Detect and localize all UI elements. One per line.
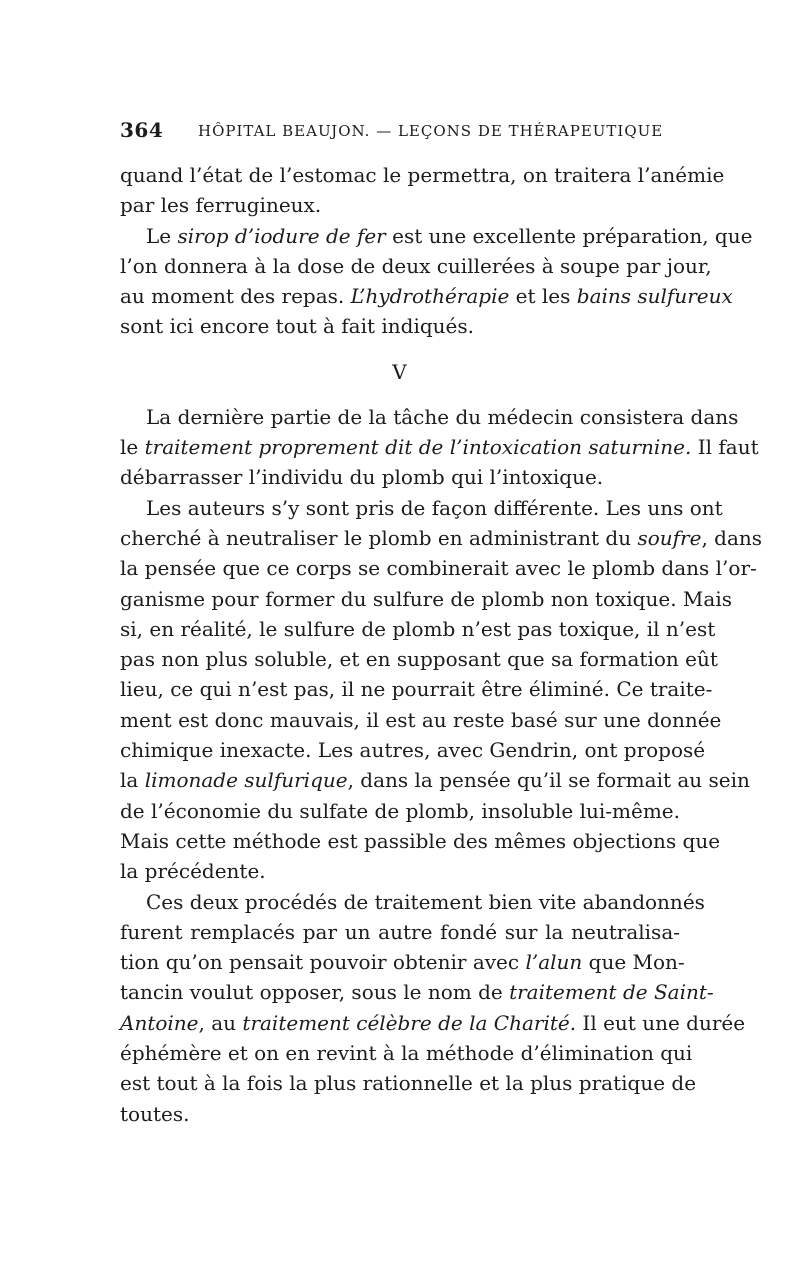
- text-line: la précédente.: [120, 859, 266, 884]
- text-line: au moment des repas. L’hydrothérapie et les bains sulfureux: [120, 284, 733, 309]
- text-line: lieu, ce qui n’est pas, il ne pourrait être éliminé. Ce traite-: [120, 677, 713, 702]
- italic-term: sirop d’iodure de fer: [177, 223, 386, 248]
- text-line: éphémère et on en revint à la méthode d’élimination qui: [120, 1041, 693, 1066]
- text-line: le traitement proprement dit de l’intoxication saturnine. Il faut: [120, 435, 759, 460]
- text-line: si, en réalité, le sulfure de plomb n’est pas toxique, il n’est: [120, 616, 716, 641]
- italic-term: soufre: [637, 525, 702, 550]
- text-line: débarrasser l’individu du plomb qui l’intoxique.: [120, 465, 604, 490]
- text-line: toutes.: [120, 1101, 190, 1126]
- text-line: quand l’état de l’estomac le permettra, on traitera l’anémie: [120, 163, 725, 187]
- text-line: Antoine, au traitement célèbre de la Charité. Il eut une durée: [120, 1010, 746, 1035]
- text-line: La dernière partie de la tâche du médecin consistera dans: [146, 404, 739, 429]
- italic-term: traitement de Saint-: [509, 980, 714, 1005]
- text-line: l’on donnera à la dose de deux cuillerées à soupe par jour,: [120, 253, 712, 278]
- section-heading: V: [392, 359, 408, 384]
- text-line: par les ferrugineux.: [120, 193, 322, 218]
- text-line: la pensée que ce corps se combinerait avec le plomb dans l’or-: [120, 556, 757, 581]
- text-line: tion qu’on pensait pouvoir obtenir avec l’alun que Mon-: [120, 950, 685, 975]
- text-line: Le sirop d’iodure de fer est une excellente préparation, que: [146, 223, 753, 248]
- italic-term: limonade sulfurique: [144, 768, 348, 793]
- page-header: [120, 118, 680, 148]
- text-line: cherché à neutraliser le plomb en administrant du soufre, dans: [120, 525, 763, 550]
- italic-term: L’hydrothérapie: [350, 284, 510, 309]
- text-line: Ces deux procédés de traitement bien vite abandonnés: [146, 889, 705, 914]
- text-line: chimique inexacte. Les autres, avec Gendrin, ont proposé: [120, 738, 706, 763]
- italic-term: bains sulfureux: [576, 284, 733, 309]
- text-line: Mais cette méthode est passible des mêmes objections que: [120, 828, 721, 853]
- italic-term: Antoine: [120, 1010, 199, 1035]
- page-number: 364: [120, 118, 164, 142]
- paragraph-procedes: [120, 887, 746, 1129]
- paragraph-traitement: [120, 402, 759, 493]
- running-title: HÔPITAL BEAUJON. — LEÇONS DE THÉRAPEUTIQUE: [198, 122, 664, 140]
- text-line: ganisme pour former du sulfure de plomb non toxique. Mais: [120, 586, 732, 611]
- text-line: furent remplacés par un autre fondé sur la neutralisa-: [120, 919, 680, 944]
- italic-term: traitement proprement dit de l’intoxication saturnine.: [144, 435, 692, 460]
- text-line: sont ici encore tout à fait indiqués.: [120, 314, 475, 339]
- text-line: pas non plus soluble, et en supposant que sa formation eût: [120, 647, 718, 672]
- paragraph-auteurs: [120, 493, 763, 887]
- italic-term: traitement célèbre de la Charité: [242, 1010, 570, 1035]
- text-line: de l’économie du sulfate de plomb, insoluble lui-même.: [120, 798, 680, 823]
- text-line: tancin voulut opposer, sous le nom de traitement de Saint-: [120, 980, 714, 1005]
- text-line: ment est donc mauvais, il est au reste basé sur une donnée: [120, 707, 722, 732]
- text-line: est tout à la fois la plus rationnelle et la plus pratique de: [120, 1071, 697, 1096]
- italic-term: l’alun: [525, 950, 583, 975]
- text-line: Les auteurs s’y sont pris de façon différente. Les uns ont: [146, 495, 723, 520]
- body-text: [120, 160, 763, 1129]
- paragraph-continuation: [120, 160, 725, 221]
- text-line: la limonade sulfurique, dans la pensée qu’il se formait au sein: [120, 768, 750, 793]
- paragraph-sirop: [120, 221, 753, 342]
